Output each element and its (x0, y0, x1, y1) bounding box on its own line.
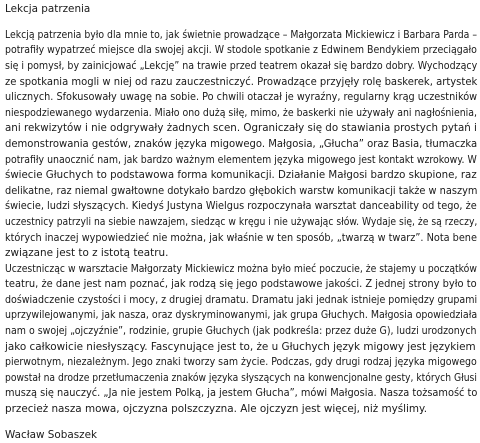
body-line: demonstrowania gestów, znaków języka migowego. Małgosia, „Głucha” oraz Basia, tłumaczka (5, 137, 478, 150)
body-line: których inaczej wypowiedzieć nie można, jak właśnie w ten sposób, „twarzą w twarz”. Nota bene (5, 231, 477, 244)
body-line: uprzywilejowanymi, jak nasza, oraz dyskryminowanymi, jak grupa Głuchych. Małgosia opowiedziała (5, 309, 478, 322)
body-line: się i pomysł, by zainicjować „Lekcję” na trawie przed teatrem okazał się bardzo dobry. Wychodzący (5, 59, 478, 72)
body-line: delikatne, raz niemal gwałtowne dotykało bardzo głębokich warstw komunikacji także w naszym (5, 184, 478, 197)
body-line: teatru, że dane jest nam poznać, jak rodzą się jego podstawowe jakości. Z jednej strony było to (5, 278, 477, 291)
body-line: ulicznych. Sfokusowały uwagę na sobie. Po chwili otaczał je wyraźny, regularny krąg uczestników (5, 91, 478, 104)
document (5, 2, 477, 443)
body-line: świecie, ludzi słyszących. Kiedyś Justyna Wielgus rozpoczynała warsztat danceability od tego, że (5, 200, 477, 213)
body-line: pierwotnym, niezależnym. Jego znaki tworzy sam życie. Podczas, gdy drugi rodzaj języka migowego (5, 356, 477, 369)
body-line: Lekcją patrzenia było dla mnie to, jak świetnie prowadzące – Małgorzata Mickiewicz i Barbara Parda – (5, 28, 477, 41)
body-line: doświadczenie czystości i mocy, z drugiej dramatu. Dramatu jaki jednak istnieje pomiędzy grupami (5, 293, 478, 306)
body-line: ani rekwizytów i nie odgrywały żadnych scen. Ograniczały się do stawiania prostych pytań i (5, 122, 477, 135)
document-title: Lekcja patrzenia (5, 3, 91, 15)
document-body (5, 28, 477, 418)
body-line: muszą się nauczyć. „Ja nie jestem Polką, ja jestem Głucha”, mówi Małgosia. Nasza tożsamość to (5, 387, 478, 400)
author-signature: Wacław Sobaszek (5, 428, 98, 441)
body-line: Uczestnicząc w warsztacie Małgorzaty Mickiewicz można było mieć poczucie, że stajemy u początków (5, 262, 477, 275)
body-line: niespodziewanego wydarzenia. Miało ono dużą siłę, mimo, że baskerki nie używały ani nagłośnienia, (5, 106, 478, 119)
body-line: potrafiły unaocznić nam, jak bardzo ważnym elementem języka migowego jest kontakt wzrokowy. W (5, 153, 477, 166)
body-line: świecie Głuchych to podstawowa forma komunikacji. Działanie Małgosi bardzo skupione, raz (5, 169, 477, 182)
body-line: nam o swojej „ojczyźnie”, rodzinie, grupie Głuchych (jak podkreśla: przez duże G), ludzi urodzonych (5, 325, 477, 338)
body-line: potrafiły wypatrzeć miejsce dla swojej akcji. W stodole spotkanie z Edwinem Bendykiem przeciągało (5, 44, 477, 57)
body-line: związane jest to z istotą teatru. (5, 247, 169, 260)
body-line: ze spotkania mogli w niej od razu zauczestniczyć. Prowadzące przyjęły rolę baskerek, artystek (5, 75, 478, 88)
body-line: przecież nasza mowa, ojczyzna polszczyzna. Ale ojczyzn jest więcej, niż myślimy. (5, 403, 428, 416)
body-line: powstał na drodze przetłumaczenia znaków języka słyszących na konwencjonalne gesty, których Głusi (5, 371, 477, 384)
body-line: jako całkowicie niesłyszący. Fascynujące jest to, że u Głuchych język migowy jest językiem (5, 340, 476, 353)
body-line: uczestnicy patrzyli na siebie nawzajem, siedząc w kręgu i nie używając słów. Wydaje się, że są rzeczy, (5, 215, 478, 228)
